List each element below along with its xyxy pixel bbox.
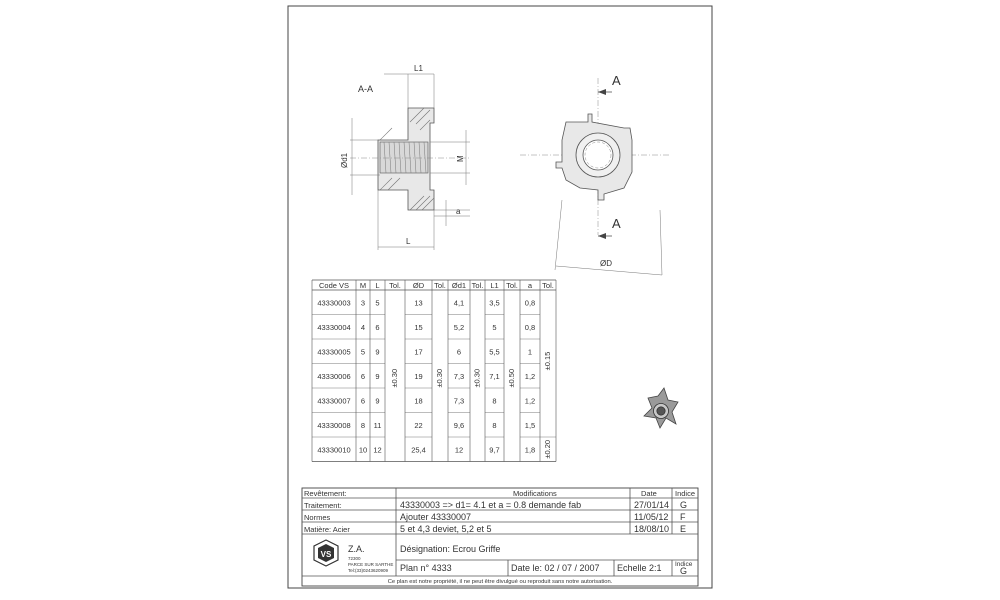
table-cell: 43330003 <box>317 298 351 308</box>
dim-m-label: M <box>456 155 465 162</box>
tol-d: ±0.30 <box>435 368 444 388</box>
table-cell: 9 <box>375 347 380 357</box>
mod-3-text: 5 et 4,3 deviet, 5,2 et 5 <box>400 524 492 534</box>
table-cell: 43330005 <box>317 347 351 357</box>
table-header-3: Tol. <box>389 281 401 290</box>
table-header-6: Ød1 <box>451 281 467 290</box>
table-cell: 3 <box>360 298 366 308</box>
indice-label: Indice <box>675 561 693 568</box>
table-header-7: Tol. <box>471 281 484 290</box>
table-cell: 9 <box>375 396 380 406</box>
label-normes: Normes <box>304 513 331 522</box>
indice-value: G <box>680 566 688 576</box>
thread-hole <box>583 140 613 170</box>
mod-1-text: 43330003 => d1= 4.1 et a = 0.8 demande fab <box>400 500 582 510</box>
mod-1-date: 27/01/14 <box>634 500 670 510</box>
label-traitement: Traitement: <box>304 501 342 510</box>
company-name: Z.A. <box>348 544 365 554</box>
date-header: Date <box>641 489 657 498</box>
table-cell: 7,3 <box>453 371 465 381</box>
table-cell: 9 <box>375 371 380 381</box>
iso-view <box>644 388 678 428</box>
table-header-8: L1 <box>490 281 499 290</box>
table-cell: 0,8 <box>524 322 536 332</box>
label-matiere: Matière: Acier <box>304 525 350 534</box>
table-cell: 4 <box>360 322 366 332</box>
tol-l1: ±0.50 <box>507 368 516 388</box>
table-cell: 43330004 <box>317 322 351 332</box>
plan-number: Plan n° 4333 <box>400 563 452 573</box>
table-cell: 1 <box>527 347 533 357</box>
scale: Echelle 2:1 <box>617 563 662 573</box>
table-cell: 6 <box>360 396 366 406</box>
table-cell: 43330006 <box>317 371 351 381</box>
label-revetement: Revêtement: <box>304 489 347 498</box>
table-cell: 7,3 <box>453 396 465 406</box>
table-cell: 0,8 <box>524 298 536 308</box>
table-cell: 5 <box>492 322 497 332</box>
company-logo <box>314 540 338 566</box>
table-cell: 6 <box>375 322 380 332</box>
table-header-11: Tol. <box>542 281 554 290</box>
indice-header: Indice <box>675 489 696 498</box>
mod-2-indice: F <box>680 512 686 522</box>
table-cell: 9,7 <box>489 445 500 455</box>
section-marker-top: A <box>612 73 621 88</box>
table-cell: 1,8 <box>524 445 536 455</box>
dim-l1-label: L1 <box>414 64 423 73</box>
table-cell: 12 <box>454 445 464 455</box>
mod-2-date: 11/05/12 <box>634 512 669 522</box>
table-cell: 5,2 <box>453 322 465 332</box>
mod-3-date: 18/08/10 <box>634 524 670 534</box>
company-city: PARCE SUR SARTHE <box>348 562 394 567</box>
table-cell: 43330007 <box>317 396 351 406</box>
table-cell: 8 <box>360 420 366 430</box>
mod-3-indice: E <box>680 524 687 534</box>
table-cell: 25,4 <box>411 445 426 455</box>
company-postcode: 72300 <box>348 556 361 561</box>
table-cell: 9,6 <box>453 420 465 430</box>
table-header-0: Code VS <box>318 281 350 290</box>
tol-d1: ±0.30 <box>472 368 482 388</box>
section-view <box>340 64 470 250</box>
table-cell: 11 <box>373 420 382 430</box>
title-block <box>302 488 698 586</box>
table-header-10: a <box>527 281 533 290</box>
table-cell: 3,5 <box>489 298 500 308</box>
top-view <box>520 73 670 275</box>
dim-d-label: ØD <box>600 259 612 268</box>
table-cell: 43330010 <box>317 445 351 455</box>
table-cell: 15 <box>414 322 423 332</box>
dim-l-label: L <box>406 237 411 246</box>
table-cell: 10 <box>358 445 368 455</box>
section-marker-bottom: A <box>612 216 621 231</box>
table-header-5: Tol. <box>434 281 446 290</box>
table-cell: 6 <box>360 371 366 381</box>
mod-1-indice: G <box>680 500 688 510</box>
table-cell: 1,5 <box>524 420 536 430</box>
table-header-1: M <box>359 281 367 290</box>
tol-a-main: ±0.15 <box>543 351 552 371</box>
table-header-4: ØD <box>412 281 425 290</box>
section-label: A-A <box>358 84 374 94</box>
designation: Désignation: Ecrou Griffe <box>400 544 501 554</box>
table-cell: 5 <box>360 347 366 357</box>
mod-2-text: Ajouter 43330007 <box>400 512 472 522</box>
dimensions-table <box>312 280 556 462</box>
table-cell: 1,2 <box>524 371 536 381</box>
table-cell: 17 <box>414 347 423 357</box>
table-cell: 7,1 <box>489 371 500 381</box>
table-cell: 6 <box>456 347 462 357</box>
table-cell: 43330008 <box>317 420 351 430</box>
dim-d1-label: Ød1 <box>340 152 349 168</box>
table-cell: 1,2 <box>524 396 536 406</box>
table-cell: 5,5 <box>489 347 500 357</box>
table-cell: 18 <box>414 396 423 406</box>
svg-text:VS: VS <box>320 550 332 559</box>
tol-l: ±0.30 <box>390 368 399 388</box>
table-header-9: Tol. <box>506 281 518 290</box>
table-header-2: L <box>375 281 380 290</box>
table-cell: 8 <box>492 396 497 406</box>
table-cell: 4,1 <box>453 298 465 308</box>
plan-date: Date le: 02 / 07 / 2007 <box>511 563 600 573</box>
footer-notice: Ce plan est notre propriété, il ne peut être divulgué ou reproduit sans notre autorisation. <box>387 579 613 585</box>
table-cell: 8 <box>492 420 497 430</box>
dim-a-label: a <box>456 207 461 216</box>
modifications-header: Modifications <box>513 489 557 498</box>
table-cell: 22 <box>414 420 423 430</box>
table-cell: 5 <box>375 298 380 308</box>
table-cell: 19 <box>414 371 423 381</box>
tol-a-last: ±0.20 <box>543 439 552 459</box>
table-cell: 13 <box>414 298 423 308</box>
company-tel: Tel:(33)0243620909 <box>348 568 389 573</box>
table-cell: 12 <box>373 445 382 455</box>
